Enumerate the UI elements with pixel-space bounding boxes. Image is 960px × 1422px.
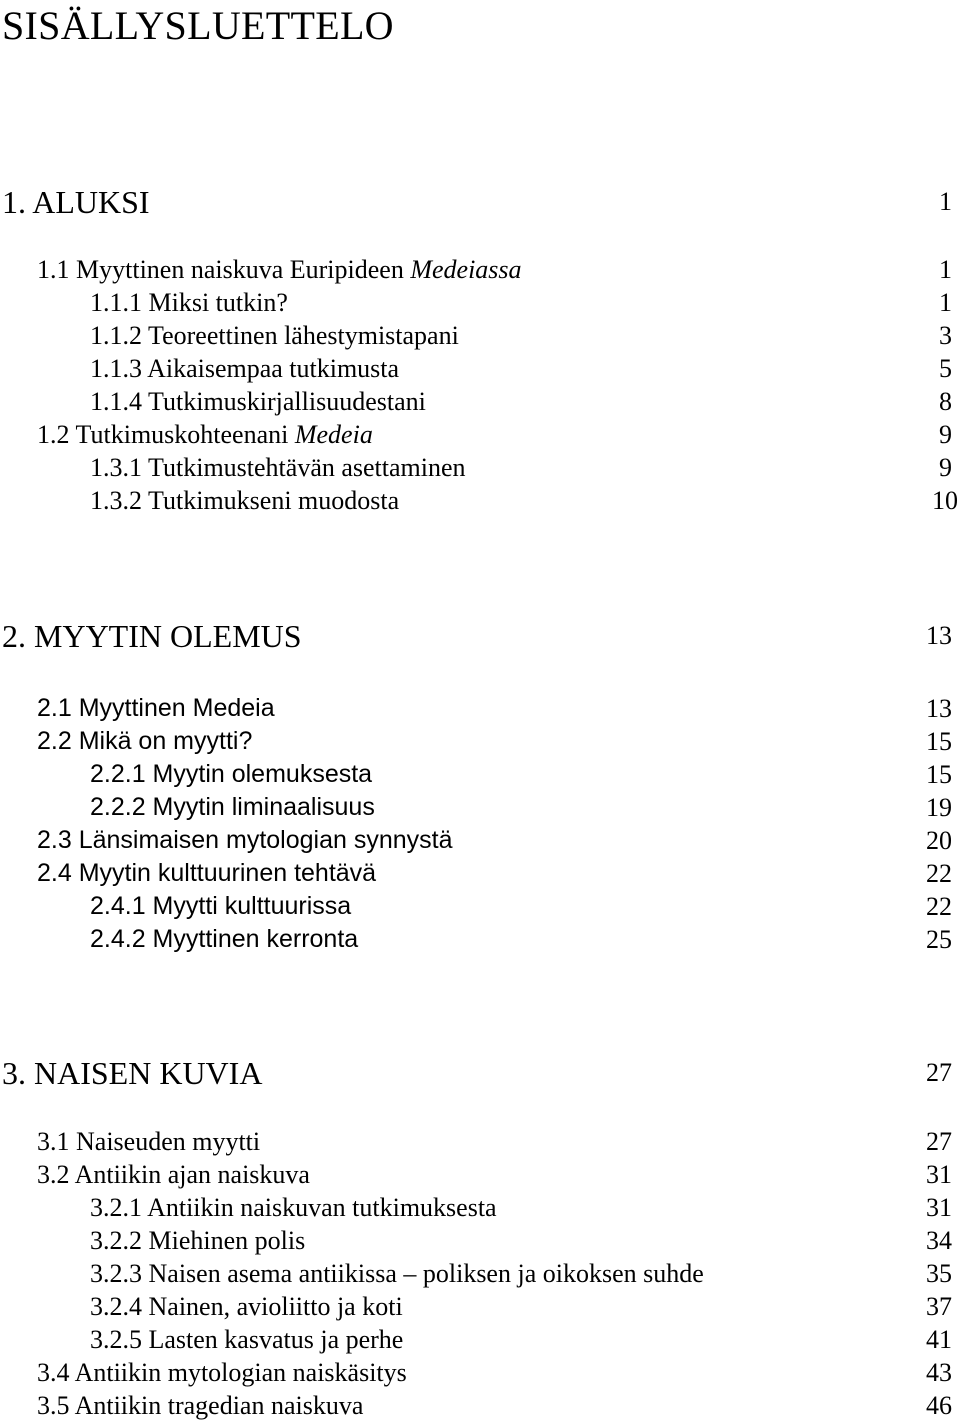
toc-entry-label: 1.3.2 Tutkimukseni muodosta (90, 486, 400, 515)
toc-entry (0, 857, 960, 890)
toc-page-number: 10 (932, 486, 958, 515)
toc-page-number: 9 (939, 420, 952, 449)
toc-page-number: 34 (926, 1226, 952, 1255)
toc-entry-label: 1.1.2 Teoreettinen lähestymistapani (90, 321, 459, 350)
toc-page-number: 1 (939, 187, 952, 216)
toc-entry-label: 1.1.3 Aikaisempaa tutkimusta (90, 354, 400, 383)
toc-entry-label: 2.4.1 Myytti kulttuurissa (90, 892, 352, 920)
toc-entry (0, 319, 960, 352)
toc-entry-label: 2.2.2 Myytin liminaalisuus (90, 793, 375, 821)
toc-chapter-label: 2. MYYTIN OLEMUS (2, 618, 302, 654)
toc-entry-label: 3.2.3 Naisen asema antiikissa – poliksen ja oikoksen suhde (90, 1259, 704, 1288)
toc-page-number: 37 (926, 1292, 952, 1321)
toc-entry (0, 1389, 960, 1422)
toc-entry (0, 1224, 960, 1257)
toc-page-number: 27 (926, 1058, 952, 1087)
toc-entry (0, 923, 960, 956)
toc-page-number: 1 (939, 255, 952, 284)
toc-entry (0, 1158, 960, 1191)
toc-page-number: 1 (939, 288, 952, 317)
toc-page-number: 20 (926, 826, 952, 855)
toc-entry (0, 451, 960, 484)
toc-entry (0, 418, 960, 451)
toc-page-number: 8 (939, 387, 952, 416)
toc-entry (0, 352, 960, 385)
toc-entry-label: 3.2.5 Lasten kasvatus ja perhe (90, 1325, 404, 1354)
toc-entry-label: 2.3 Länsimaisen mytologian synnystä (37, 826, 453, 854)
toc-chapter-3 (0, 1053, 960, 1093)
toc-entry (0, 385, 960, 418)
toc-page-number: 13 (926, 621, 952, 650)
toc-entry (0, 824, 960, 857)
toc-chapter-label: 1. ALUKSI (2, 184, 150, 220)
toc-page-number: 25 (926, 925, 952, 954)
toc-entry-italic-title: Medeiassa (410, 255, 522, 284)
toc-entry-label: 3.5 Antiikin tragedian naiskuva (37, 1391, 364, 1420)
toc-entry-label: 2.2 Mikä on myytti? (37, 727, 253, 755)
toc-entry-label: 3.1 Naiseuden myytti (37, 1127, 261, 1156)
toc-entry-label: 2.1 Myyttinen Medeia (37, 694, 275, 722)
toc-page-number: 27 (926, 1127, 952, 1156)
toc-entry-label: 1.1 Myyttinen naiskuva Euripideen Medeiassa (37, 255, 522, 284)
toc-page-number: 19 (926, 793, 952, 822)
toc-entry-label: 1.1.1 Miksi tutkin? (90, 288, 288, 317)
toc-entry-label: 3.2.4 Nainen, avioliitto ja koti (90, 1292, 403, 1321)
toc-entry-label: 2.4.2 Myyttinen kerronta (90, 925, 359, 953)
toc-chapter-label: 3. NAISEN KUVIA (2, 1055, 263, 1091)
toc-entry (0, 1191, 960, 1224)
toc-page-number: 35 (926, 1259, 952, 1288)
toc-page-number: 31 (926, 1193, 952, 1222)
toc-entry (0, 692, 960, 725)
toc-page-number: 46 (926, 1391, 952, 1420)
toc-entry-label: 3.4 Antiikin mytologian naiskäsitys (37, 1358, 407, 1387)
toc-chapter-1 (0, 182, 960, 222)
toc-entry-label: 3.2 Antiikin ajan naiskuva (37, 1160, 310, 1189)
toc-page-number: 15 (926, 727, 952, 756)
toc-page-number: 3 (939, 321, 952, 350)
toc-entry (0, 286, 960, 319)
toc-entry (0, 1257, 960, 1290)
toc-entry-label: 1.1.4 Tutkimuskirjallisuudestani (90, 387, 426, 416)
page-title: SISÄLLYSLUETTELO (2, 3, 394, 48)
toc-chapter-2 (0, 616, 960, 656)
toc-page-number: 9 (939, 453, 952, 482)
toc-entry (0, 1323, 960, 1356)
toc-page-number: 5 (939, 354, 952, 383)
toc-entry-label: 2.4 Myytin kulttuurinen tehtävä (37, 859, 377, 887)
toc-entry (0, 1290, 960, 1323)
toc-entry (0, 253, 960, 286)
toc-page-number: 15 (926, 760, 952, 789)
toc-entry (0, 725, 960, 758)
toc-page-number: 13 (926, 694, 952, 723)
toc-entry-italic-title: Medeia (294, 420, 373, 449)
toc-page-number: 22 (926, 892, 952, 921)
toc-entry-label: 3.2.2 Miehinen polis (90, 1226, 306, 1255)
toc-page-number: 43 (926, 1358, 952, 1387)
toc-entry (0, 1125, 960, 1158)
toc-entry (0, 791, 960, 824)
toc-entry (0, 758, 960, 791)
toc-entry-label: 1.2 Tutkimuskohteenani Medeia (37, 420, 373, 449)
toc-entry-label: 2.2.1 Myytin olemuksesta (90, 760, 373, 788)
toc-page-number: 22 (926, 859, 952, 888)
toc-page-number: 31 (926, 1160, 952, 1189)
toc-entry (0, 890, 960, 923)
toc-entry-label: 3.2.1 Antiikin naiskuvan tutkimuksesta (90, 1193, 497, 1222)
toc-entry (0, 1356, 960, 1389)
toc-entry-label: 1.3.1 Tutkimustehtävän asettaminen (90, 453, 466, 482)
toc-entry (0, 484, 960, 517)
toc-page-number: 41 (926, 1325, 952, 1354)
